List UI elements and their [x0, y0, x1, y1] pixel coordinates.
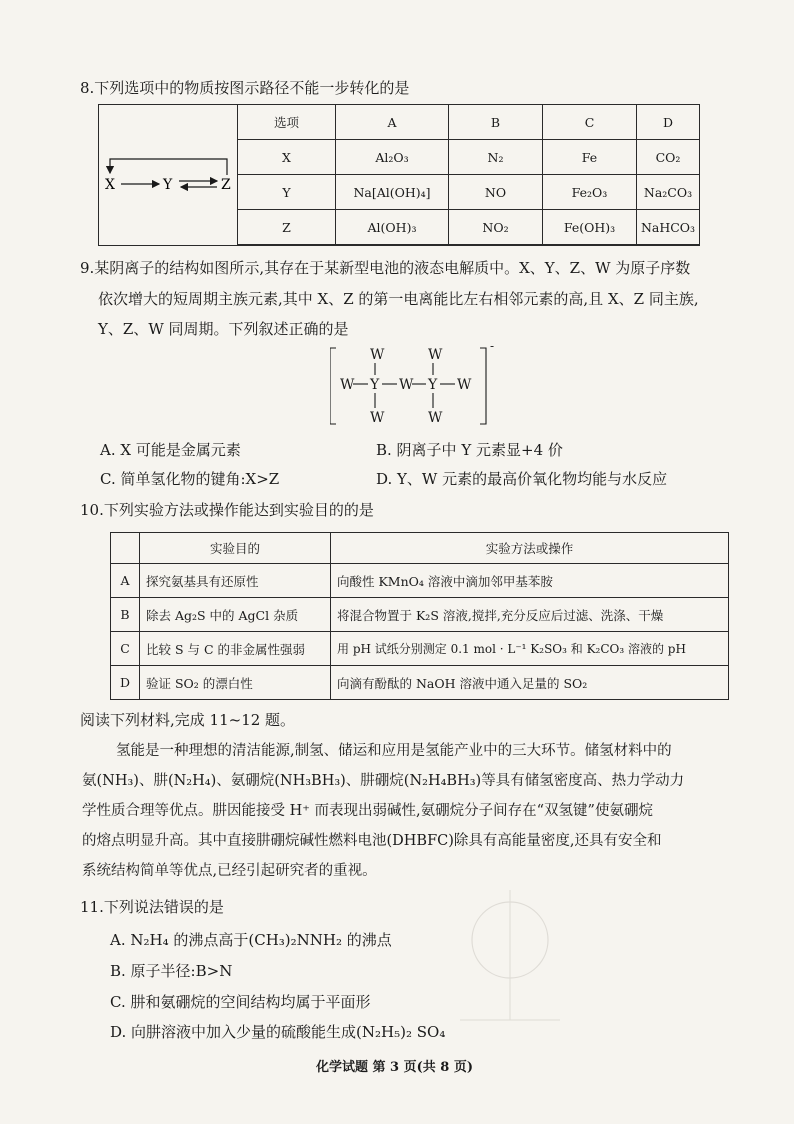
table-cell: Fe	[543, 140, 637, 175]
table-cell: 用 pH 试纸分别测定 0.1 mol · L⁻¹ K₂SO₃ 和 K₂CO₃ 溶液的 pH	[331, 632, 729, 666]
q9-line-3: Y、Z、W 同周期。下列叙述正确的是	[98, 320, 349, 338]
table-row	[111, 598, 729, 632]
row-label: Z	[238, 210, 336, 245]
q9-option-d: D. Y、W 元素的最高价氧化物均能与水反应	[376, 470, 668, 488]
atom-w: W	[428, 347, 443, 363]
atom-w: W	[370, 410, 385, 426]
reading-line-5: 系统结构简单等优点,已经引起研究者的重视。	[82, 863, 377, 879]
table-cell: Al(OH)₃	[336, 210, 449, 245]
table-cell: 探究氨基具有还原性	[140, 564, 331, 598]
table-row	[238, 175, 700, 210]
q8-table	[237, 104, 700, 245]
q8-stem: 8.下列选项中的物质按图示路径不能一步转化的是	[80, 79, 410, 97]
q9-option-a: A. X 可能是金属元素	[100, 441, 241, 459]
table-row	[238, 210, 700, 245]
table-cell: 比较 S 与 C 的非金属性强弱	[140, 632, 331, 666]
table-cell: 向酸性 KMnO₄ 溶液中滴加邻甲基苯胺	[331, 564, 729, 598]
atom-w: W	[340, 377, 355, 393]
row-label: C	[111, 632, 140, 666]
q11-option-b: B. 原子半径:B>N	[110, 962, 233, 980]
reading-intro: 阅读下列材料,完成 11~12 题。	[80, 711, 296, 729]
q11-option-a: A. N₂H₄ 的沸点高于(CH₃)₂NNH₂ 的沸点	[110, 931, 392, 949]
atom-w: W	[370, 347, 385, 363]
q10-header-method: 实验方法或操作	[331, 533, 729, 564]
atom-y: Y	[428, 377, 438, 393]
q9-anion-structure	[330, 340, 500, 430]
q8-header-b: B	[449, 105, 543, 140]
q8-conversion-diagram	[99, 105, 239, 245]
table-cell: 验证 SO₂ 的漂白性	[140, 666, 331, 700]
table-row	[111, 564, 729, 598]
row-label: B	[111, 598, 140, 632]
q8-header-d: D	[637, 105, 700, 140]
diagram-x-label: X	[105, 177, 115, 193]
table-row	[111, 632, 729, 666]
table-cell: NO₂	[449, 210, 543, 245]
q9-option-c: C. 简单氢化物的键角:X>Z	[100, 470, 280, 488]
table-cell: N₂	[449, 140, 543, 175]
table-cell: Na₂CO₃	[637, 175, 700, 210]
q10-stem: 10.下列实验方法或操作能达到实验目的的是	[80, 501, 374, 519]
q10-header-purpose: 实验目的	[140, 533, 331, 564]
q11-stem: 11.下列说法错误的是	[80, 898, 224, 916]
table-cell: 将混合物置于 K₂S 溶液,搅拌,充分反应后过滤、洗涤、干燥	[331, 598, 729, 632]
q9-line-2: 依次增大的短周期主族元素,其中 X、Z 的第一电离能比左右相邻元素的高,且 X、Z 同主族,	[98, 290, 699, 308]
atom-y: Y	[370, 377, 380, 393]
table-cell: 除去 Ag₂S 中的 AgCl 杂质	[140, 598, 331, 632]
q10-header-blank	[111, 533, 140, 564]
table-cell: Fe(OH)₃	[543, 210, 637, 245]
q10-table	[110, 532, 729, 700]
table-cell: 向滴有酚酞的 NaOH 溶液中通入足量的 SO₂	[331, 666, 729, 700]
row-label: Y	[238, 175, 336, 210]
reading-line-2: 氨(NH₃)、肼(N₂H₄)、氨硼烷(NH₃BH₃)、肼硼烷(N₂H₄BH₃)等具有储氢密度高、热力学动力	[82, 773, 685, 789]
q8-figure-box	[98, 104, 700, 246]
charge-sign: -	[490, 340, 495, 353]
table-cell: Na[Al(OH)₄]	[336, 175, 449, 210]
q11-option-c: C. 肼和氨硼烷的空间结构均属于平面形	[110, 993, 371, 1011]
diagram-z-label: Z	[221, 177, 231, 193]
table-row	[238, 140, 700, 175]
arrow-z-to-x	[110, 159, 227, 175]
q9-option-b: B. 阴离子中 Y 元素显+4 价	[376, 441, 563, 459]
diagram-y-label: Y	[163, 177, 173, 193]
row-label: X	[238, 140, 336, 175]
atom-w: W	[428, 410, 443, 426]
table-row	[111, 666, 729, 700]
table-cell: CO₂	[637, 140, 700, 175]
table-cell: NO	[449, 175, 543, 210]
q9-line-1: 9.某阴离子的结构如图所示,其存在于某新型电池的液态电解质中。X、Y、Z、W 为原子序数	[80, 259, 691, 277]
q8-header-option: 选项	[238, 105, 336, 140]
row-label: D	[111, 666, 140, 700]
reading-line-3: 学性质合理等优点。肼因能接受 H⁺ 而表现出弱碱性,氨硼烷分子间存在“双氢键”使氨硼烷	[82, 803, 653, 819]
table-cell: Fe₂O₃	[543, 175, 637, 210]
q8-header-a: A	[336, 105, 449, 140]
reading-line-1: 氢能是一种理想的清洁能源,制氢、储运和应用是氢能产业中的三大环节。储氢材料中的	[116, 743, 672, 759]
table-cell: Al₂O₃	[336, 140, 449, 175]
page-footer: 化学试题 第 3 页(共 8 页)	[316, 1060, 474, 1075]
q11-option-d: D. 向肼溶液中加入少量的硫酸能生成(N₂H₅)₂ SO₄	[110, 1023, 446, 1041]
bleed-through-decoration	[440, 880, 580, 1030]
atom-w: W	[399, 377, 414, 393]
row-label: A	[111, 564, 140, 598]
atom-w: W	[457, 377, 472, 393]
q8-header-c: C	[543, 105, 637, 140]
table-cell: NaHCO₃	[637, 210, 700, 245]
reading-line-4: 的熔点明显升高。其中直接肼硼烷碱性燃料电池(DHBFC)除具有高能量密度,还具有安全和	[82, 833, 662, 849]
